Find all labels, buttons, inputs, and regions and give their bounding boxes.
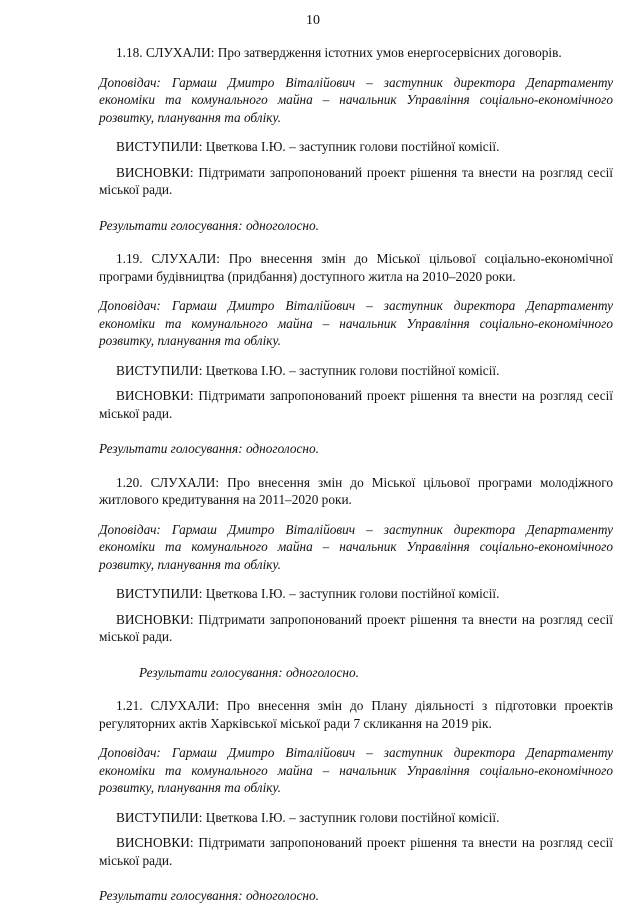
agenda-item-1-20 [99,474,613,682]
vote-result: Результати голосування: одноголосно. [99,217,319,233]
spoke-text: ВИСТУПИЛИ: Цветкова І.Ю. – заступник голови постійної комісії. [116,586,500,601]
conclusions-text: ВИСНОВКИ: Підтримати запропонований проект рішення та внести на розгляд сесії міської ради. [99,835,613,868]
speaker-text: Доповідач: Гармаш Дмитро Віталійович – заступник директора Департаменту економіки та комунального майна – начальник Управління соціально-економічного розвитку, планування та обліку. [99,745,613,795]
spoke-text: ВИСТУПИЛИ: Цветкова І.Ю. – заступник голови постійної комісії. [116,139,500,154]
heard-text: 1.20. СЛУХАЛИ: Про внесення змін до Міської цільової програми молодіжного житлового кредитування на 2011–2020 роки. [99,474,613,507]
heard-text: 1.21. СЛУХАЛИ: Про внесення змін до Плану діяльності з підготовки проектів регуляторних актів Харківської міської ради 7 скликання на 2019 рік. [99,698,613,731]
conclusions-text: ВИСНОВКИ: Підтримати запропонований проект рішення та внести на розгляд сесії міської ради. [99,611,613,644]
spoke-text: ВИСТУПИЛИ: Цветкова І.Ю. – заступник голови постійної комісії. [116,362,500,378]
speaker-text: Доповідач: Гармаш Дмитро Віталійович – заступник директора Департаменту економіки та комунального майна – начальник Управління соціально-економічного розвитку, планування та обліку. [99,298,613,348]
agenda-item-1-19 [99,250,613,458]
document-body [99,44,613,921]
heard-text: 1.18. СЛУХАЛИ: Про затвердження істотних умов енергосервісних договорів. [116,45,562,60]
vote-result: Результати голосування: одноголосно. [99,441,319,456]
vote-result: Результати голосування: одноголосно. [139,664,359,680]
vote-result: Результати голосування: одноголосно. [99,888,319,903]
heard-text: 1.19. СЛУХАЛИ: Про внесення змін до Міської цільової соціально-економічної програми будівництва (придбання) доступного житла на 2010–2020 роки. [99,251,613,284]
agenda-item-1-18 [99,44,613,234]
conclusions-text: ВИСНОВКИ: Підтримати запропонований проект рішення та внести на розгляд сесії міської ради. [99,388,613,421]
speaker-text: Доповідач: Гармаш Дмитро Віталійович – заступник директора Департаменту економіки та комунального майна – начальник Управління соціально-економічного розвитку, планування та обліку. [99,521,613,572]
page-number: 10 [306,13,320,28]
speaker-text: Доповідач: Гармаш Дмитро Віталійович – заступник директора Департаменту економіки та комунального майна – начальник Управління соціально-економічного розвитку, планування та обліку. [99,74,613,125]
conclusions-text: ВИСНОВКИ: Підтримати запропонований проект рішення та внести на розгляд сесії міської ради. [99,164,613,197]
agenda-item-1-21 [99,697,613,905]
spoke-text: ВИСТУПИЛИ: Цветкова І.Ю. – заступник голови постійної комісії. [116,809,500,825]
